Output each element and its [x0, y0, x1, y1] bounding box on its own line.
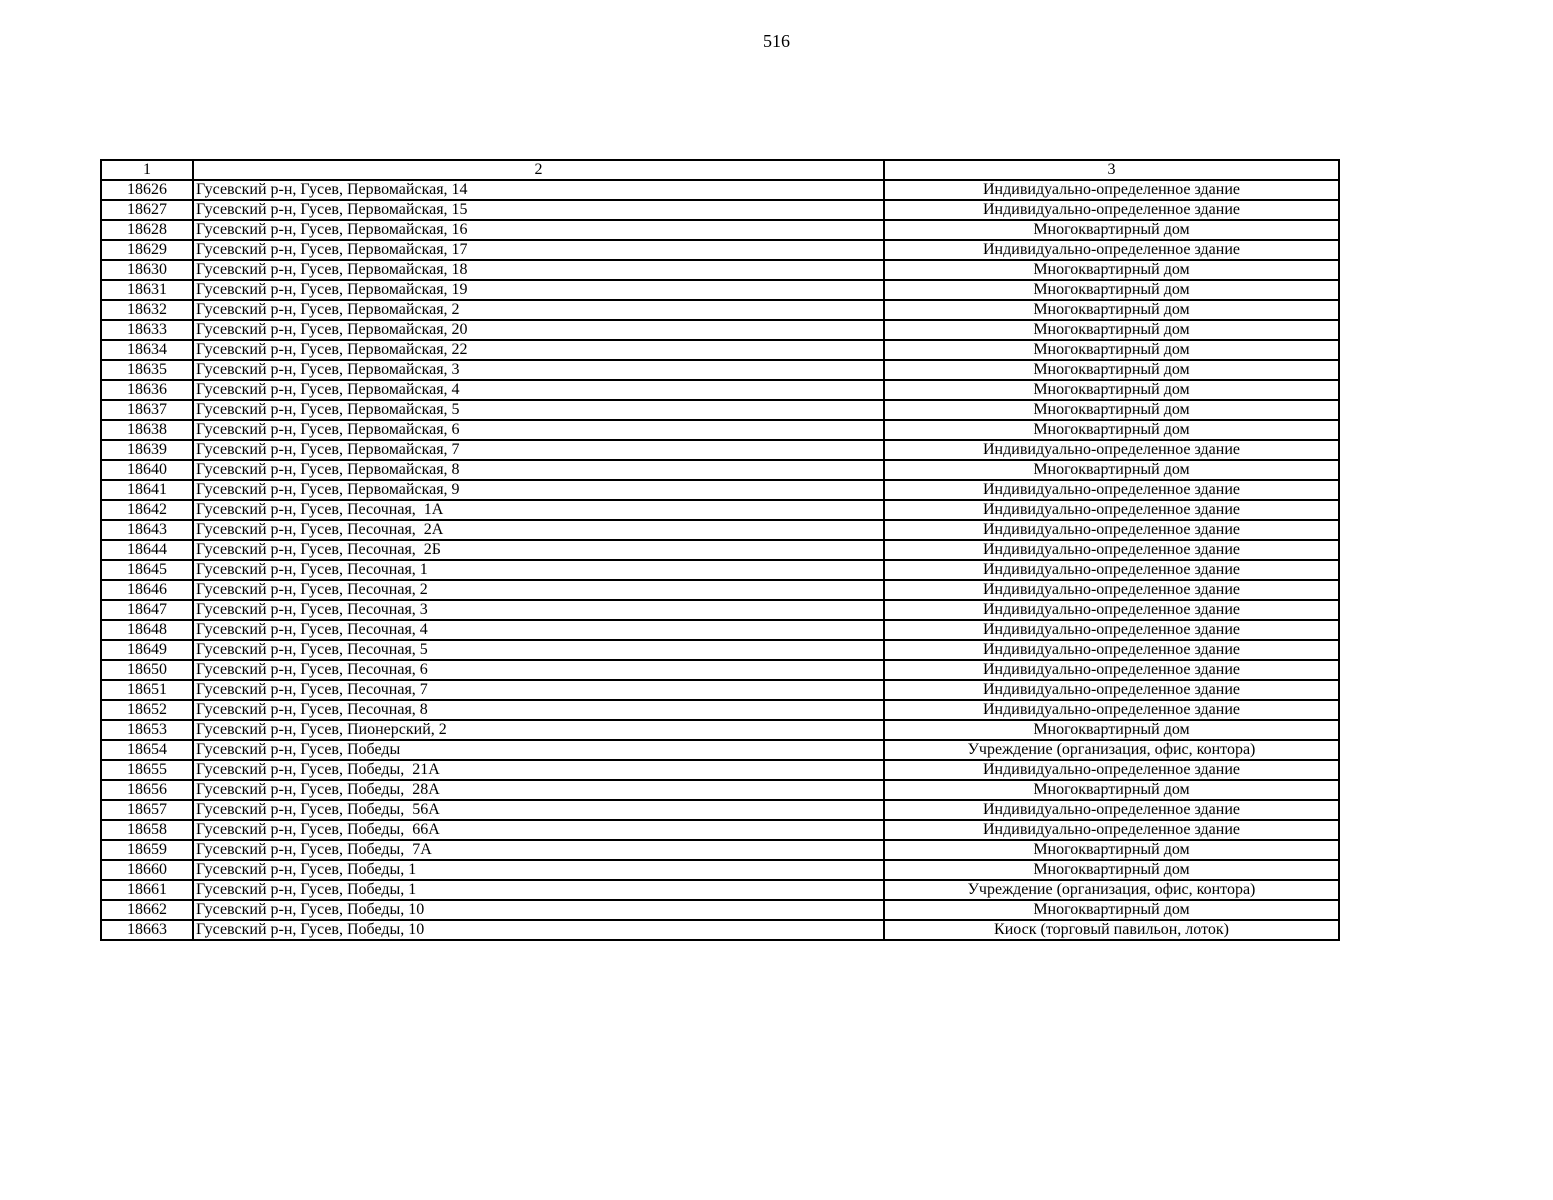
address-cell: Гусевский р-н, Гусев, Победы, 66А	[193, 820, 884, 840]
address-cell: Гусевский р-н, Гусев, Первомайская, 17	[193, 240, 884, 260]
record-number-cell: 18646	[101, 580, 193, 600]
object-type-cell: Многоквартирный дом	[884, 840, 1339, 860]
record-number-cell: 18640	[101, 460, 193, 480]
address-cell: Гусевский р-н, Гусев, Первомайская, 4	[193, 380, 884, 400]
object-type-cell: Многоквартирный дом	[884, 300, 1339, 320]
table-row	[101, 680, 1339, 700]
object-type-cell: Индивидуально-определенное здание	[884, 700, 1339, 720]
record-number-cell: 18637	[101, 400, 193, 420]
object-type-cell: Многоквартирный дом	[884, 400, 1339, 420]
record-number-cell: 18662	[101, 900, 193, 920]
object-type-cell: Индивидуально-определенное здание	[884, 820, 1339, 840]
record-number-cell: 18627	[101, 200, 193, 220]
table-header-row	[101, 160, 1339, 180]
record-number-cell: 18641	[101, 480, 193, 500]
object-type-cell: Многоквартирный дом	[884, 420, 1339, 440]
table-row	[101, 420, 1339, 440]
record-number-cell: 18648	[101, 620, 193, 640]
object-type-cell: Индивидуально-определенное здание	[884, 660, 1339, 680]
address-cell: Гусевский р-н, Гусев, Песочная, 8	[193, 700, 884, 720]
address-cell: Гусевский р-н, Гусев, Первомайская, 3	[193, 360, 884, 380]
record-number-cell: 18660	[101, 860, 193, 880]
object-type-cell: Индивидуально-определенное здание	[884, 600, 1339, 620]
table-row	[101, 340, 1339, 360]
table-row	[101, 200, 1339, 220]
object-type-cell: Многоквартирный дом	[884, 220, 1339, 240]
address-cell: Гусевский р-н, Гусев, Первомайская, 18	[193, 260, 884, 280]
address-cell: Гусевский р-н, Гусев, Победы	[193, 740, 884, 760]
record-number-cell: 18658	[101, 820, 193, 840]
table-row	[101, 880, 1339, 900]
header-cell-3: 3	[884, 160, 1339, 180]
table-row	[101, 220, 1339, 240]
object-type-cell: Индивидуально-определенное здание	[884, 760, 1339, 780]
address-cell: Гусевский р-н, Гусев, Первомайская, 20	[193, 320, 884, 340]
table-row	[101, 520, 1339, 540]
address-cell: Гусевский р-н, Гусев, Песочная, 7	[193, 680, 884, 700]
address-cell: Гусевский р-н, Гусев, Пионерский, 2	[193, 720, 884, 740]
record-number-cell: 18654	[101, 740, 193, 760]
address-cell: Гусевский р-н, Гусев, Первомайская, 15	[193, 200, 884, 220]
table-row	[101, 460, 1339, 480]
address-cell: Гусевский р-н, Гусев, Первомайская, 7	[193, 440, 884, 460]
table-row	[101, 500, 1339, 520]
table-row	[101, 540, 1339, 560]
registry-table	[100, 159, 1340, 941]
address-cell: Гусевский р-н, Гусев, Первомайская, 22	[193, 340, 884, 360]
object-type-cell: Индивидуально-определенное здание	[884, 620, 1339, 640]
address-cell: Гусевский р-н, Гусев, Первомайская, 9	[193, 480, 884, 500]
object-type-cell: Индивидуально-определенное здание	[884, 240, 1339, 260]
record-number-cell: 18636	[101, 380, 193, 400]
address-cell: Гусевский р-н, Гусев, Песочная, 5	[193, 640, 884, 660]
address-cell: Гусевский р-н, Гусев, Первомайская, 2	[193, 300, 884, 320]
record-number-cell: 18635	[101, 360, 193, 380]
record-number-cell: 18634	[101, 340, 193, 360]
table-row	[101, 280, 1339, 300]
object-type-cell: Индивидуально-определенное здание	[884, 500, 1339, 520]
record-number-cell: 18651	[101, 680, 193, 700]
table-row	[101, 240, 1339, 260]
table-row	[101, 380, 1339, 400]
table-row	[101, 800, 1339, 820]
record-number-cell: 18644	[101, 540, 193, 560]
object-type-cell: Индивидуально-определенное здание	[884, 200, 1339, 220]
record-number-cell: 18653	[101, 720, 193, 740]
address-cell: Гусевский р-н, Гусев, Первомайская, 14	[193, 180, 884, 200]
address-cell: Гусевский р-н, Гусев, Первомайская, 6	[193, 420, 884, 440]
address-cell: Гусевский р-н, Гусев, Первомайская, 8	[193, 460, 884, 480]
address-cell: Гусевский р-н, Гусев, Первомайская, 5	[193, 400, 884, 420]
record-number-cell: 18655	[101, 760, 193, 780]
address-cell: Гусевский р-н, Гусев, Победы, 21А	[193, 760, 884, 780]
object-type-cell: Многоквартирный дом	[884, 320, 1339, 340]
record-number-cell: 18659	[101, 840, 193, 860]
record-number-cell: 18649	[101, 640, 193, 660]
header-cell-1: 1	[101, 160, 193, 180]
table-row	[101, 320, 1339, 340]
address-cell: Гусевский р-н, Гусев, Победы, 56А	[193, 800, 884, 820]
record-number-cell: 18626	[101, 180, 193, 200]
object-type-cell: Индивидуально-определенное здание	[884, 680, 1339, 700]
table-row	[101, 740, 1339, 760]
table-row	[101, 260, 1339, 280]
record-number-cell: 18650	[101, 660, 193, 680]
address-cell: Гусевский р-н, Гусев, Первомайская, 19	[193, 280, 884, 300]
page-number: 516	[763, 31, 790, 51]
table-row	[101, 560, 1339, 580]
table-row	[101, 180, 1339, 200]
table-row	[101, 360, 1339, 380]
record-number-cell: 18663	[101, 920, 193, 940]
object-type-cell: Индивидуально-определенное здание	[884, 640, 1339, 660]
table-row	[101, 580, 1339, 600]
table-row	[101, 480, 1339, 500]
table-row	[101, 720, 1339, 740]
record-number-cell: 18647	[101, 600, 193, 620]
record-number-cell: 18657	[101, 800, 193, 820]
record-number-cell: 18661	[101, 880, 193, 900]
table-row	[101, 600, 1339, 620]
address-cell: Гусевский р-н, Гусев, Песочная, 2Б	[193, 540, 884, 560]
object-type-cell: Многоквартирный дом	[884, 340, 1339, 360]
table-row	[101, 640, 1339, 660]
record-number-cell: 18645	[101, 560, 193, 580]
record-number-cell: 18633	[101, 320, 193, 340]
record-number-cell: 18638	[101, 420, 193, 440]
object-type-cell: Индивидуально-определенное здание	[884, 480, 1339, 500]
object-type-cell: Многоквартирный дом	[884, 260, 1339, 280]
record-number-cell: 18642	[101, 500, 193, 520]
object-type-cell: Индивидуально-определенное здание	[884, 520, 1339, 540]
record-number-cell: 18656	[101, 780, 193, 800]
record-number-cell: 18628	[101, 220, 193, 240]
object-type-cell: Индивидуально-определенное здание	[884, 800, 1339, 820]
address-cell: Гусевский р-н, Гусев, Песочная, 1	[193, 560, 884, 580]
object-type-cell: Индивидуально-определенное здание	[884, 560, 1339, 580]
record-number-cell: 18652	[101, 700, 193, 720]
object-type-cell: Индивидуально-определенное здание	[884, 540, 1339, 560]
address-cell: Гусевский р-н, Гусев, Песочная, 4	[193, 620, 884, 640]
object-type-cell: Многоквартирный дом	[884, 280, 1339, 300]
table-row	[101, 400, 1339, 420]
object-type-cell: Многоквартирный дом	[884, 460, 1339, 480]
object-type-cell: Индивидуально-определенное здание	[884, 180, 1339, 200]
table-row	[101, 440, 1339, 460]
record-number-cell: 18632	[101, 300, 193, 320]
object-type-cell: Учреждение (организация, офис, контора)	[884, 880, 1339, 900]
object-type-cell: Многоквартирный дом	[884, 860, 1339, 880]
table-row	[101, 780, 1339, 800]
address-cell: Гусевский р-н, Гусев, Песочная, 3	[193, 600, 884, 620]
record-number-cell: 18630	[101, 260, 193, 280]
address-cell: Гусевский р-н, Гусев, Победы, 1	[193, 860, 884, 880]
record-number-cell: 18643	[101, 520, 193, 540]
object-type-cell: Многоквартирный дом	[884, 380, 1339, 400]
registry-table-body	[101, 160, 1339, 940]
table-row	[101, 820, 1339, 840]
header-cell-2: 2	[193, 160, 884, 180]
object-type-cell: Индивидуально-определенное здание	[884, 440, 1339, 460]
object-type-cell: Многоквартирный дом	[884, 900, 1339, 920]
address-cell: Гусевский р-н, Гусев, Первомайская, 16	[193, 220, 884, 240]
table-row	[101, 620, 1339, 640]
address-cell: Гусевский р-н, Гусев, Песочная, 6	[193, 660, 884, 680]
object-type-cell: Киоск (торговый павильон, лоток)	[884, 920, 1339, 940]
record-number-cell: 18639	[101, 440, 193, 460]
table-row	[101, 920, 1339, 940]
record-number-cell: 18631	[101, 280, 193, 300]
address-cell: Гусевский р-н, Гусев, Победы, 10	[193, 900, 884, 920]
address-cell: Гусевский р-н, Гусев, Победы, 28А	[193, 780, 884, 800]
table-row	[101, 760, 1339, 780]
object-type-cell: Многоквартирный дом	[884, 780, 1339, 800]
object-type-cell: Многоквартирный дом	[884, 720, 1339, 740]
object-type-cell: Индивидуально-определенное здание	[884, 580, 1339, 600]
object-type-cell: Учреждение (организация, офис, контора)	[884, 740, 1339, 760]
address-cell: Гусевский р-н, Гусев, Песочная, 1А	[193, 500, 884, 520]
table-row	[101, 300, 1339, 320]
address-cell: Гусевский р-н, Гусев, Победы, 1	[193, 880, 884, 900]
address-cell: Гусевский р-н, Гусев, Победы, 10	[193, 920, 884, 940]
address-cell: Гусевский р-н, Гусев, Песочная, 2	[193, 580, 884, 600]
object-type-cell: Многоквартирный дом	[884, 360, 1339, 380]
table-row	[101, 900, 1339, 920]
table-row	[101, 860, 1339, 880]
table-row	[101, 660, 1339, 680]
address-cell: Гусевский р-н, Гусев, Песочная, 2А	[193, 520, 884, 540]
record-number-cell: 18629	[101, 240, 193, 260]
address-cell: Гусевский р-н, Гусев, Победы, 7А	[193, 840, 884, 860]
table-row	[101, 840, 1339, 860]
table-row	[101, 700, 1339, 720]
